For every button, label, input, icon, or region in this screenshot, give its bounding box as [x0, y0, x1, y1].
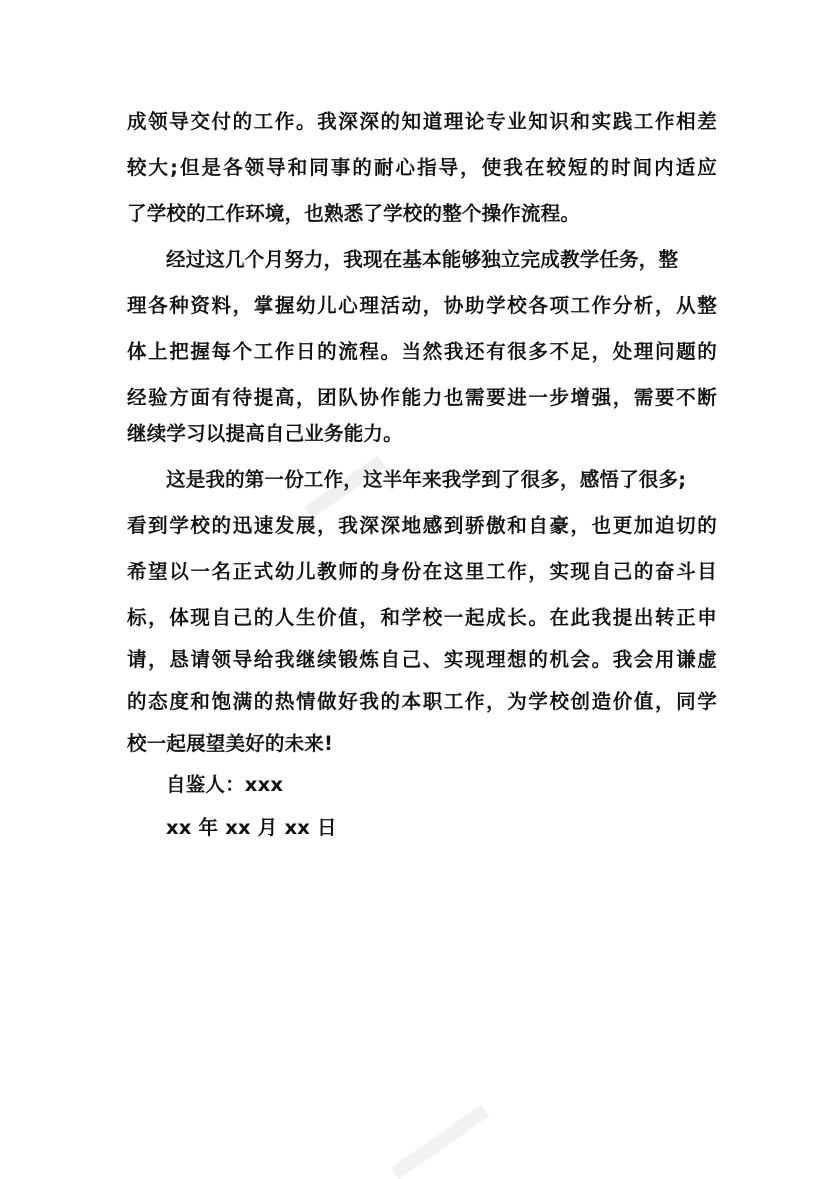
signer-line: 自鉴人：xxx	[166, 773, 284, 796]
paragraph-line: 请，恳请领导给我继续锻炼自己、实现理想的机会。我会用谦虚	[127, 648, 717, 671]
paragraph-line: 的态度和饱满的热情做好我的本职工作，为学校创造价值，同学	[127, 690, 717, 713]
paragraph-line: 了学校的工作环境，也熟悉了学校的整个操作流程。	[127, 202, 581, 225]
paragraph-line: 成领导交付的工作。我深深的知道理论专业知识和实践工作相差	[127, 110, 717, 133]
paragraph-line: 这是我的第一份工作，这半年来我学到了很多，感悟了很多;	[166, 468, 687, 491]
paragraph-line: 经过这几个月努力，我现在基本能够独立完成教学任务，整	[166, 248, 679, 271]
paragraph-line: 理各种资料，掌握幼儿心理活动，协助学校各项工作分析，从整	[127, 294, 717, 317]
paragraph-line: 较大;但是各领导和同事的耐心指导，使我在较短的时间内适应	[127, 156, 717, 179]
paragraph-line: 继续学习以提高自己业务能力。	[127, 422, 403, 445]
paragraph-line: 看到学校的迅速发展，我深深地感到骄傲和自豪，也更加迫切的	[127, 514, 717, 537]
watermark-mark	[391, 1105, 489, 1179]
paragraph-line: 经验方面有待提高，团队协作能力也需要进一步增强，需要不断	[127, 386, 717, 409]
date-line: xx 年 xx 月 xx 日	[166, 816, 337, 839]
paragraph-line: 标，体现自己的人生价值，和学校一起成长。在此我提出转正申	[127, 606, 717, 629]
paragraph-line: 体上把握每个工作日的流程。当然我还有很多不足，处理问题的	[127, 340, 717, 363]
paragraph-line: 校一起展望美好的未来!	[127, 732, 334, 755]
paragraph-line: 希望以一名正式幼儿教师的身份在这里工作，实现自己的奋斗目	[127, 560, 717, 583]
